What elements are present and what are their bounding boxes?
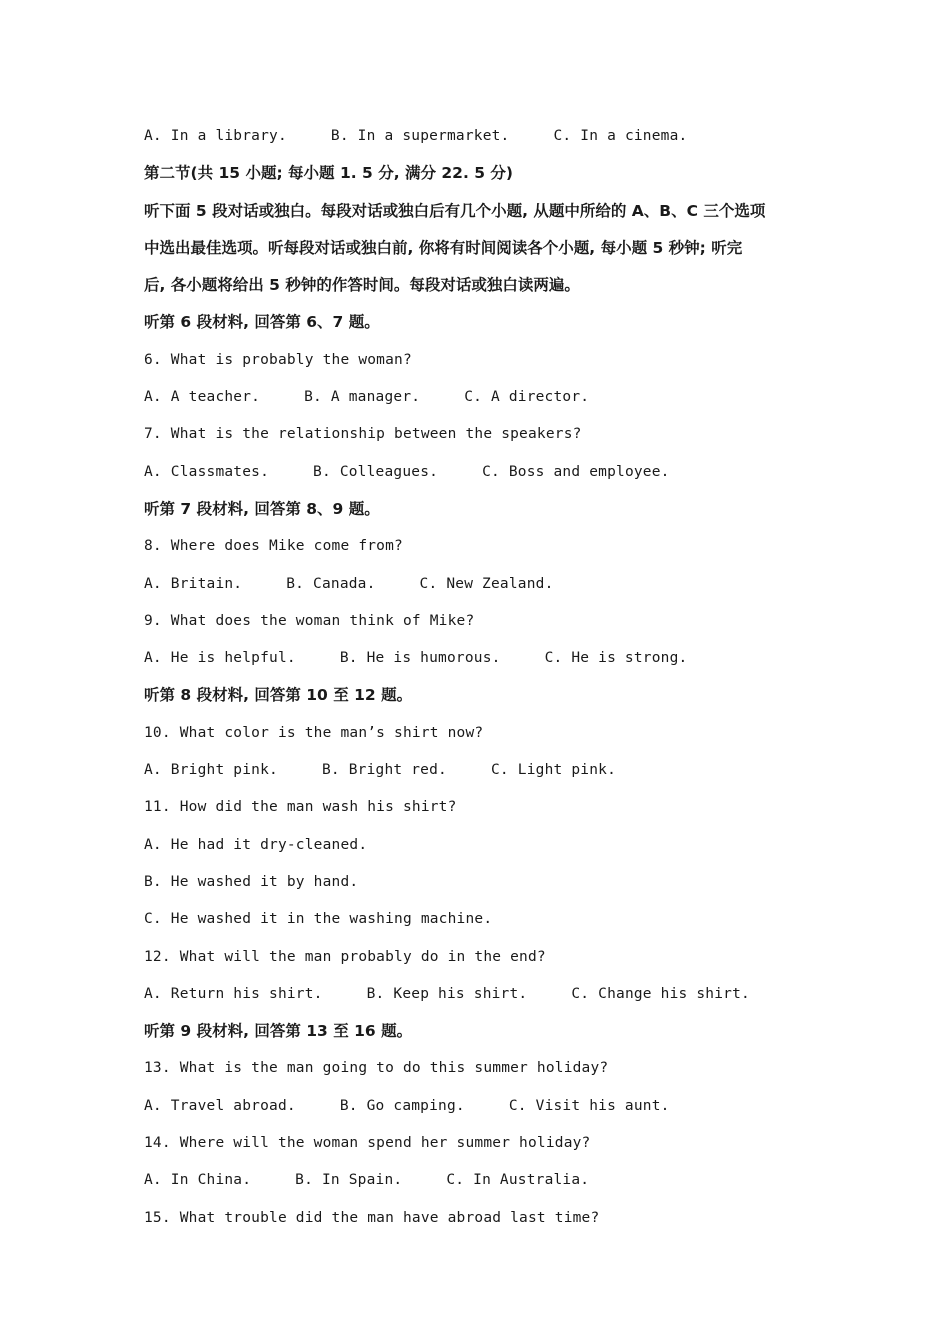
options-line <box>144 976 814 1013</box>
options-line <box>144 118 814 155</box>
option-c: C. Light pink. <box>490 762 617 779</box>
question-10: 10. What color is the man’s shirt now? <box>144 724 484 741</box>
options-line <box>144 379 814 416</box>
question-6: 6. What is probably the woman? <box>144 351 412 368</box>
question-12: 12. What will the man probably do in the end? <box>144 948 546 965</box>
option-a: A. Classmates. <box>144 463 270 480</box>
exam-page <box>144 118 814 1237</box>
instruction-line: 后, 各小题将给出 5 秒钟的作答时间。每段对话或独白读两遍。 <box>144 276 580 295</box>
option-a-line: A. He had it dry-cleaned. <box>144 836 368 853</box>
instruction-line: 中选出最佳选项。听每段对话或独白前, 你将有时间阅读各个小题, 每小题 5 秒钟; 听完 <box>144 238 743 257</box>
options-line <box>144 1162 814 1199</box>
option-c: C. Boss and employee. <box>482 463 670 480</box>
question-7: 7. What is the relationship between the speakers? <box>144 426 582 443</box>
options-line <box>144 752 814 789</box>
question-15: 15. What trouble did the man have abroad last time? <box>144 1209 600 1226</box>
options-line <box>144 1088 814 1125</box>
option-a: A. Return his shirt. <box>144 985 323 1002</box>
material-heading: 听第 7 段材料, 回答第 8、9 题。 <box>144 499 380 518</box>
options-line <box>144 566 814 603</box>
option-c: C. New Zealand. <box>419 575 554 592</box>
question-8: 8. Where does Mike come from? <box>144 538 403 555</box>
material-heading: 听第 6 段材料, 回答第 6、7 题。 <box>144 313 380 332</box>
option-a: A. In China. <box>144 1172 252 1189</box>
option-b: B. Bright red. <box>321 762 447 779</box>
option-b: B. A manager. <box>304 389 421 406</box>
option-c: C. Visit his aunt. <box>508 1097 670 1114</box>
question-13: 13. What is the man going to do this summer holiday? <box>144 1060 609 1077</box>
option-a: A. He is helpful. <box>144 650 296 667</box>
option-c: C. In Australia. <box>446 1172 590 1189</box>
option-b: B. He is humorous. <box>339 650 501 667</box>
option-c: C. Change his shirt. <box>571 985 750 1002</box>
option-c: C. A director. <box>464 389 590 406</box>
option-b-line: B. He washed it by hand. <box>144 873 359 890</box>
option-a: A. Travel abroad. <box>144 1097 296 1114</box>
options-line <box>144 640 814 677</box>
option-c: C. He is strong. <box>544 650 688 667</box>
option-b: B. Keep his shirt. <box>366 985 528 1002</box>
option-b: B. Go camping. <box>339 1097 465 1114</box>
option-a: A. In a library. <box>144 128 287 144</box>
option-b: B. In a supermarket. <box>330 128 510 144</box>
option-a: A. Britain. <box>144 575 243 592</box>
option-c: C. In a cinema. <box>553 128 688 144</box>
section-heading: 第二节(共 15 小题; 每小题 1. 5 分, 满分 22. 5 分) <box>144 164 513 183</box>
material-heading: 听第 9 段材料, 回答第 13 至 16 题。 <box>144 1022 413 1041</box>
question-11: 11. How did the man wash his shirt? <box>144 799 457 816</box>
material-heading: 听第 8 段材料, 回答第 10 至 12 题。 <box>144 686 413 705</box>
instruction-line: 听下面 5 段对话或独白。每段对话或独白后有几个小题, 从题中所给的 A、B、C 三个选项 <box>144 201 766 220</box>
option-a: A. A teacher. <box>144 389 261 406</box>
option-c-line: C. He washed it in the washing machine. <box>144 911 493 928</box>
options-line <box>144 454 814 491</box>
option-a: A. Bright pink. <box>144 762 278 779</box>
option-b: B. Canada. <box>286 575 376 592</box>
option-b: B. Colleagues. <box>313 463 439 480</box>
option-b: B. In Spain. <box>295 1172 403 1189</box>
question-14: 14. Where will the woman spend her summer holiday? <box>144 1135 591 1152</box>
question-9: 9. What does the woman think of Mike? <box>144 612 475 629</box>
